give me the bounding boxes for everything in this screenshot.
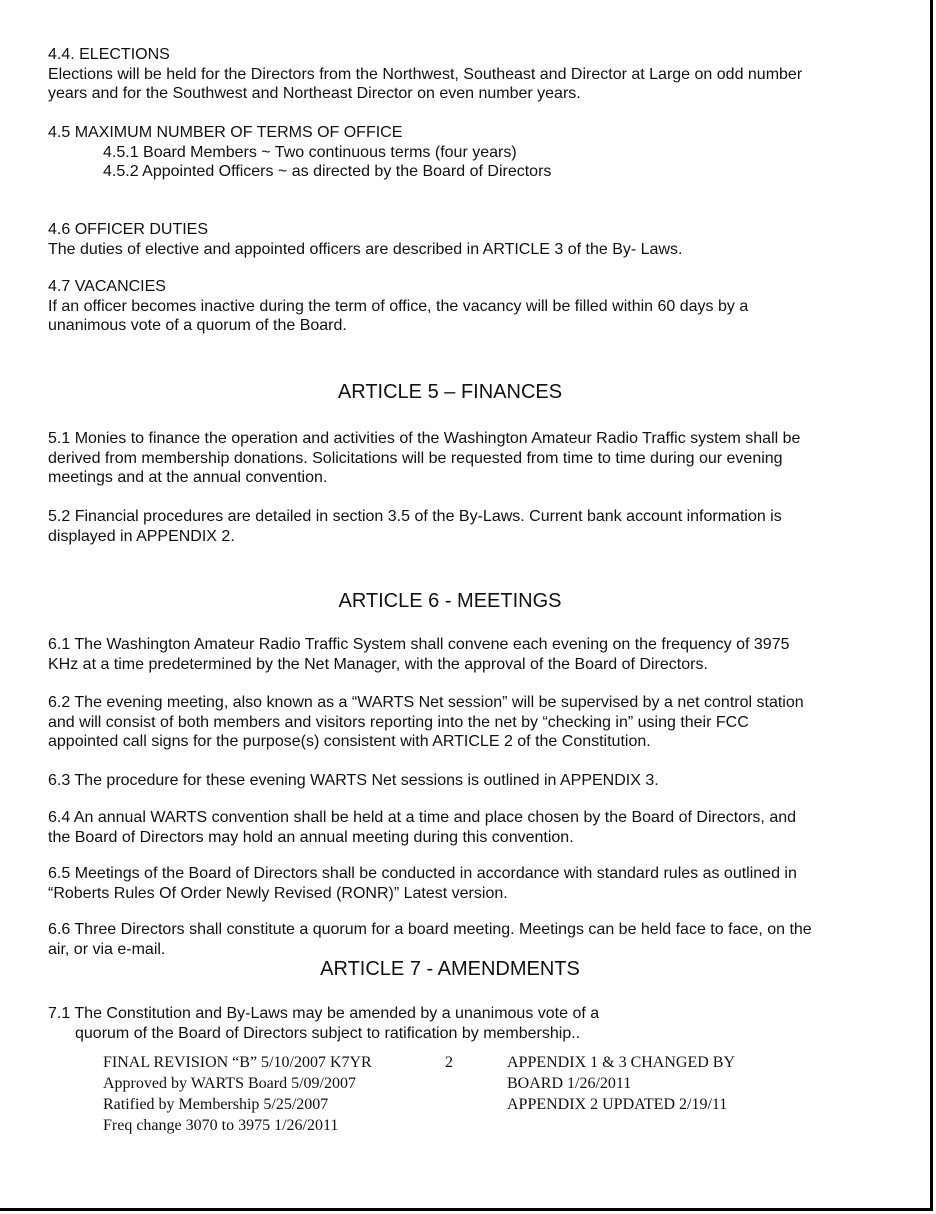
footer-line: Ratified by Membership 5/25/2007 bbox=[103, 1096, 329, 1113]
footer-right bbox=[507, 1052, 735, 1115]
paragraph-7-1 bbox=[48, 1004, 868, 1043]
body-line: years and for the Southwest and Northeast Director on even number years. bbox=[48, 85, 581, 102]
body-line: 6.2 The evening meeting, also known as a “WARTS Net session” will be supervised by a net control station bbox=[48, 694, 804, 711]
paragraph-6-2 bbox=[48, 693, 868, 752]
footer-line: FINAL REVISION “B” 5/10/2007 K7YR bbox=[103, 1054, 372, 1071]
footer-line: APPENDIX 1 & 3 CHANGED BY bbox=[507, 1054, 736, 1071]
body-line: the Board of Directors may hold an annual meeting during this convention. bbox=[48, 828, 574, 846]
body-line: air, or via e-mail. bbox=[48, 940, 166, 958]
body-line: 6.1 The Washington Amateur Radio Traffic System shall convene each evening on the frequency of 3975 bbox=[48, 636, 790, 653]
body-line: KHz at a time predetermined by the Net Manager, with the approval of the Board of Directors. bbox=[48, 655, 708, 673]
footer-line: Approved by WARTS Board 5/09/2007 bbox=[103, 1075, 356, 1092]
page-number: 2 bbox=[445, 1054, 453, 1071]
paragraph-6-3 bbox=[48, 771, 868, 791]
body-line: If an officer becomes inactive during the term of office, the vacancy will be filled within 60 days by a bbox=[48, 297, 749, 315]
body-line: 6.3 The procedure for these evening WARTS Net sessions is outlined in APPENDIX 3. bbox=[48, 772, 659, 789]
body-line: Elections will be held for the Directors from the Northwest, Southeast and Director at Large on odd number bbox=[48, 65, 803, 83]
section-title: 4.6 OFFICER DUTIES bbox=[48, 221, 209, 238]
body-line: quorum of the Board of Directors subject to ratification by membership.. bbox=[75, 1024, 581, 1042]
body-line: 6.4 An annual WARTS convention shall be held at a time and place chosen by the Board of Directors, and bbox=[48, 809, 797, 826]
footer-line: Freq change 3070 to 3975 1/26/2011 bbox=[103, 1117, 339, 1134]
section-4-4 bbox=[48, 45, 868, 104]
body-line: 5.2 Financial procedures are detailed in section 3.5 of the By-Laws. Current bank account information is bbox=[48, 508, 782, 525]
section-4-6 bbox=[48, 220, 868, 259]
paragraph-6-5 bbox=[48, 864, 868, 903]
list-item: 4.5.1 Board Members ~ Two continuous terms (four years) bbox=[103, 143, 517, 161]
list-item: 4.5.2 Appointed Officers ~ as directed by the Board of Directors bbox=[103, 163, 552, 180]
body-line: appointed call signs for the purpose(s) consistent with ARTICLE 2 of the Constitution. bbox=[48, 733, 651, 750]
paragraph-5-2 bbox=[48, 507, 868, 546]
paragraph-6-6 bbox=[48, 920, 868, 959]
body-line: and will consist of both members and visitors reporting into the net by “checking in” using their FCC bbox=[48, 713, 749, 731]
body-line: meetings and at the annual convention. bbox=[48, 469, 328, 486]
body-line: 7.1 The Constitution and By-Laws may be amended by a unanimous vote of a bbox=[48, 1005, 600, 1022]
section-title: 4.7 VACANCIES bbox=[48, 278, 166, 295]
article-5-heading: ARTICLE 5 – FINANCES bbox=[337, 381, 563, 403]
article-7-heading: ARTICLE 7 - AMENDMENTS bbox=[320, 958, 580, 980]
body-line: 6.6 Three Directors shall constitute a quorum for a board meeting. Meetings can be held face to face, on the bbox=[48, 921, 812, 938]
paragraph-6-1 bbox=[48, 635, 868, 674]
paragraph-5-1 bbox=[48, 429, 868, 488]
footer-line: APPENDIX 2 UPDATED 2/19/11 bbox=[507, 1096, 728, 1113]
footer-line: BOARD 1/26/2011 bbox=[507, 1075, 632, 1092]
body-line: “Roberts Rules Of Order Newly Revised (RONR)” Latest version. bbox=[48, 884, 508, 902]
section-4-5 bbox=[48, 123, 868, 182]
body-line: 5.1 Monies to finance the operation and activities of the Washington Amateur Radio Traffic system shall be bbox=[48, 430, 801, 447]
section-title: 4.5 MAXIMUM NUMBER OF TERMS OF OFFICE bbox=[48, 124, 403, 141]
section-4-7 bbox=[48, 277, 868, 336]
body-line: unanimous vote of a quorum of the Board. bbox=[48, 317, 347, 334]
body-line: derived from membership donations. Solicitations will be requested from time to time during our evening bbox=[48, 449, 783, 467]
section-title: 4.4. ELECTIONS bbox=[48, 46, 170, 63]
body-line: displayed in APPENDIX 2. bbox=[48, 527, 235, 545]
article-6-heading: ARTICLE 6 - MEETINGS bbox=[338, 590, 562, 612]
body-line: 6.5 Meetings of the Board of Directors shall be conducted in accordance with standard rules as outlined in bbox=[48, 865, 797, 882]
body-line: The duties of elective and appointed officers are described in ARTICLE 3 of the By- Laws. bbox=[48, 240, 683, 258]
footer-left bbox=[103, 1052, 372, 1136]
paragraph-6-4 bbox=[48, 808, 868, 847]
